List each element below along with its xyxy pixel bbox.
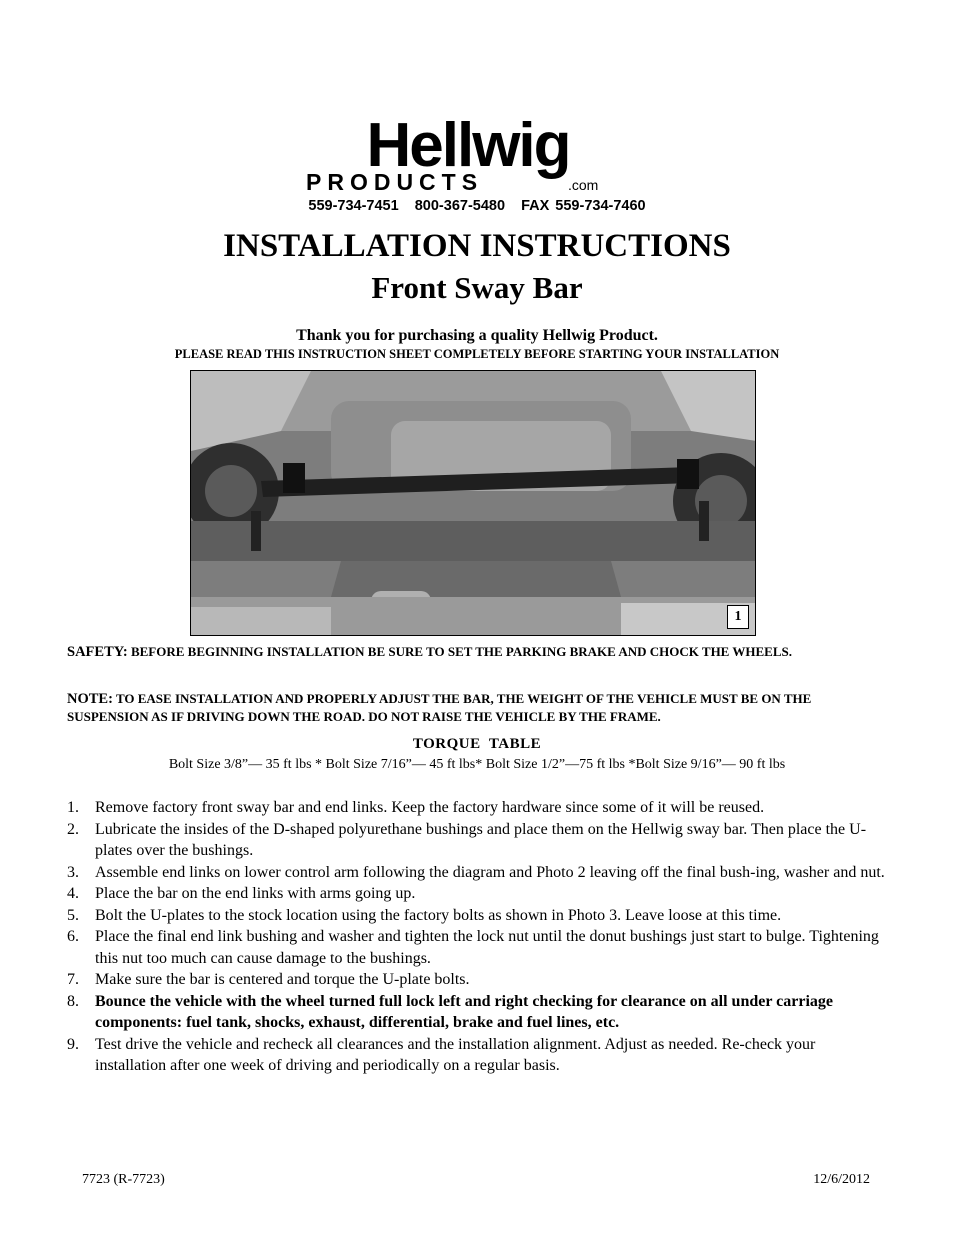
phone-number-2: 800-367-5480 bbox=[414, 198, 506, 214]
step-number: 5. bbox=[67, 906, 79, 924]
photo-1 bbox=[190, 370, 756, 636]
step-text: Make sure the bar is centered and torque the U-plate bolts. bbox=[95, 971, 470, 988]
torque-table-title: TORQUE TABLE bbox=[412, 736, 542, 752]
step-item bbox=[67, 819, 887, 862]
note-text: TO EASE INSTALLATION AND PROPERLY ADJUST THE BAR, THE WEIGHT OF THE VEHICLE MUST BE ON THE SUSPENSION AS IF DRIVING DOWN THE ROAD. DO NOT RAISE THE VEHICLE BY THE FRAME. bbox=[67, 691, 812, 724]
step-number: 7. bbox=[67, 971, 79, 988]
fax-number: FAX 559-734-7460 bbox=[521, 198, 646, 214]
step-item bbox=[67, 797, 887, 819]
please-read-line: PLEASE READ THIS INSTRUCTION SHEET COMPLETELY BEFORE STARTING YOUR INSTALLATION bbox=[174, 347, 780, 361]
step-item bbox=[67, 905, 887, 927]
hellwig-products-logo bbox=[298, 118, 638, 193]
contact-line bbox=[0, 198, 954, 214]
undercarriage-photo bbox=[191, 371, 756, 636]
page-title: INSTALLATION INSTRUCTIONS bbox=[223, 228, 731, 264]
step-item bbox=[67, 991, 887, 1034]
phone-number-1: 559-734-7451 bbox=[308, 198, 399, 214]
step-number: 9. bbox=[67, 1035, 79, 1053]
note-notice bbox=[67, 690, 887, 726]
revision-date: 12/6/2012 bbox=[813, 1172, 870, 1187]
step-item bbox=[67, 926, 887, 969]
photo-number-label: 1 bbox=[727, 605, 749, 629]
step-text: Lubricate the insides of the D-shaped polyurethane bushings and place them on the Hellwig sway bar. Then place the U-plates over the bushings. bbox=[95, 820, 867, 859]
step-text: Bounce the vehicle with the wheel turned full lock left and right checking for clearance on all under carriage components: fuel tank, shocks, exhaust, differential, brake and fuel lines, etc. bbox=[95, 992, 833, 1031]
logo-products: PRODUCTS bbox=[306, 169, 484, 193]
thank-you-line: Thank you for purchasing a quality Hellwig Product. bbox=[296, 327, 658, 344]
step-text: Remove factory front sway bar and end links. Keep the factory hardware since some of it will be reused. bbox=[95, 799, 765, 816]
step-number: 3. bbox=[67, 863, 79, 881]
note-label: NOTE: bbox=[67, 691, 113, 707]
logo-wordmark: Hellwig bbox=[366, 118, 570, 180]
step-text: Assemble end links on lower control arm following the diagram and Photo 2 leaving off the final bush-ing, washer and nut. bbox=[95, 863, 885, 881]
step-number: 2. bbox=[67, 820, 79, 838]
torque-table-values: Bolt Size 3/8”— 35 ft lbs * Bolt Size 7/16”— 45 ft lbs* Bolt Size 1/2”—75 ft lbs *Bolt Size 9/16”— 90 ft lbs bbox=[168, 757, 786, 772]
step-number: 1. bbox=[67, 799, 79, 816]
step-text: Test drive the vehicle and recheck all clearances and the installation alignment. Adjust as needed. Re-check your installation after one week of driving and periodically on a regular basis. bbox=[95, 1035, 816, 1074]
safety-notice bbox=[67, 643, 887, 661]
step-number: 6. bbox=[67, 928, 79, 945]
step-text: Place the bar on the end links with arms going up. bbox=[95, 885, 416, 902]
instruction-steps bbox=[67, 797, 887, 1077]
page-subtitle: Front Sway Bar bbox=[371, 270, 583, 305]
safety-text: BEFORE BEGINNING INSTALLATION BE SURE TO SET THE PARKING BRAKE AND CHOCK THE WHEELS. bbox=[130, 644, 792, 659]
step-item bbox=[67, 1034, 887, 1077]
step-item bbox=[67, 883, 887, 905]
part-number: 7723 (R-7723) bbox=[82, 1172, 165, 1187]
step-number: 8. bbox=[67, 992, 79, 1010]
step-text: Bolt the U-plates to the stock location using the factory bolts as shown in Photo 3. Leave loose at this time. bbox=[95, 906, 782, 924]
step-item bbox=[67, 969, 887, 991]
step-number: 4. bbox=[67, 885, 79, 902]
safety-label: SAFETY: bbox=[67, 644, 128, 660]
step-text: Place the final end link bushing and washer and tighten the lock nut until the donut bushings just start to bulge. Tightening this nut too much can cause damage to the bushings. bbox=[95, 928, 879, 967]
step-item bbox=[67, 862, 887, 884]
logo-domain: .com bbox=[568, 177, 599, 193]
